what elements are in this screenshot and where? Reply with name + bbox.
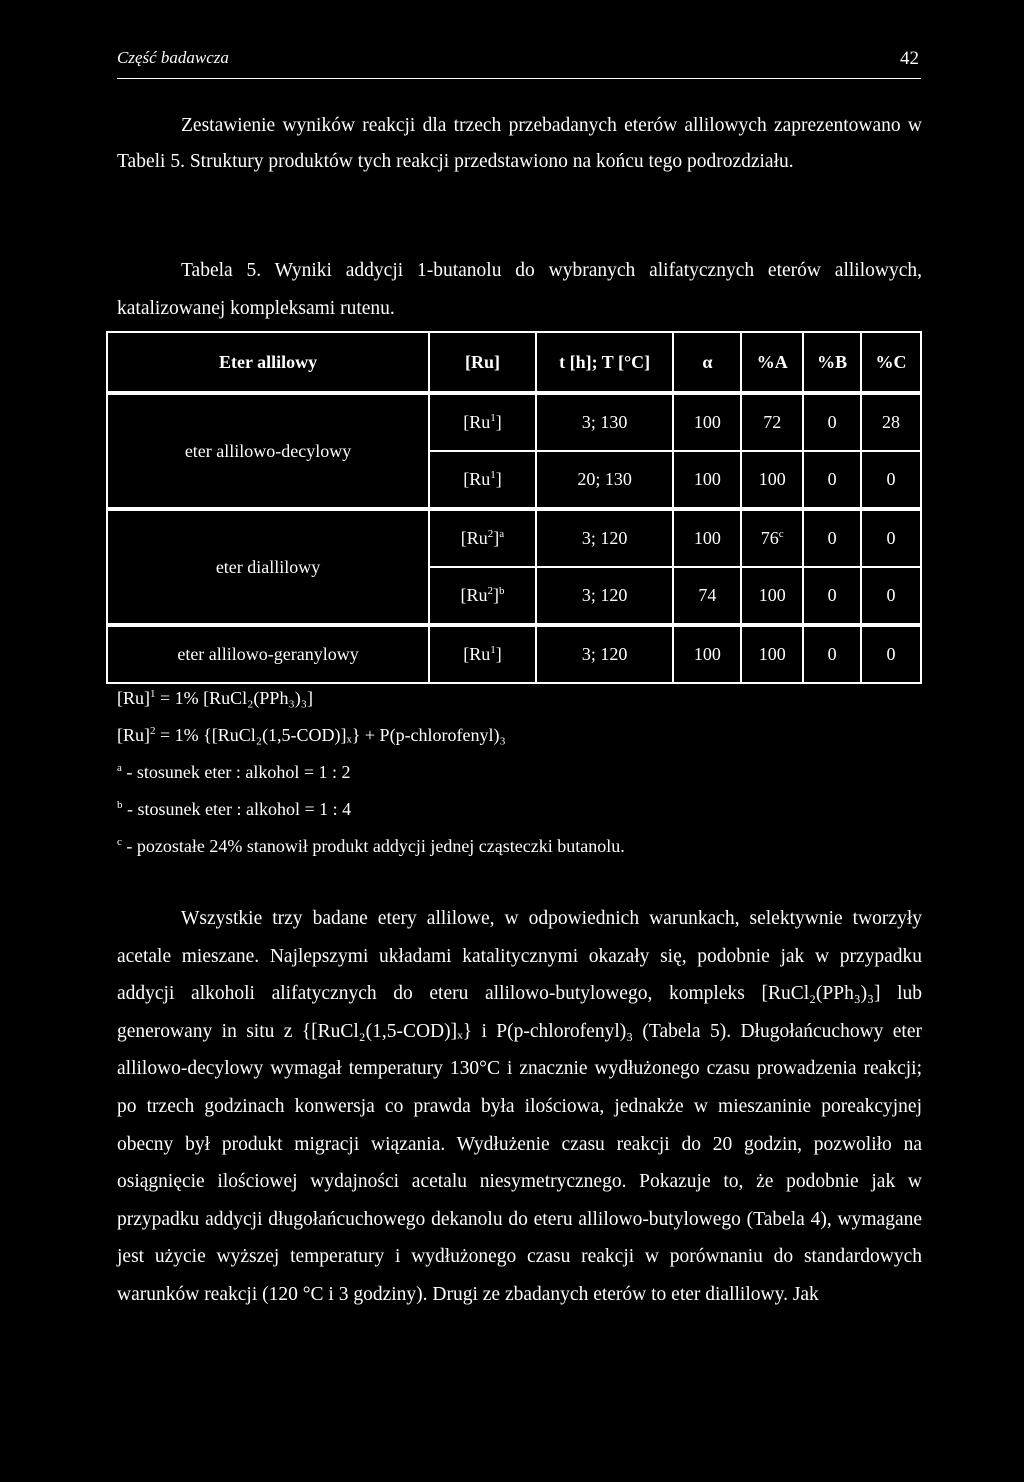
ether-name: eter diallilowy <box>107 509 429 625</box>
catalyst-cell: $[Ru^2]^b$ <box>429 567 536 625</box>
a-cell: 100 <box>741 625 803 683</box>
alpha-cell: 100 <box>673 393 741 451</box>
c-cell: 28 <box>861 393 921 451</box>
col-header-time-temp: t [h]; T [°C] <box>536 332 674 393</box>
catalyst-cell: [Ru$^1$] <box>429 451 536 509</box>
col-header-b: %B <box>803 332 861 393</box>
table-row <box>107 509 921 567</box>
body-paragraph: Wszystkie trzy badane etery allilowe, w odpowiednich warunkach, selektywnie tworzyły acetale mieszane. Najlepszymi układami katalitycznymi okazały się, podobnie jak w przypadku addycji alkoholi alifatycznych do eteru allilowo-butylowego, kompleks [RuCl₂(PPh₃)₃] lub generowany in situ z {[RuCl₂(1,5-COD)]ₓ} i P(p-chlorofenyl)₃ (Tabela 5). Długołańcuchowy eter allilowo-decylowy wymagał temperatury 130°C i znacznie wydłużonego czasu prowadzenia reakcji; po trzech godzinach konwersja co prawda była ilościowa, jednakże w mieszaninie poreakcyjnej obecny był produkt migracji wiązania. Wydłużenie czasu reakcji do 20 godzin, pozwoliło na osiągnięcie ilościowej wydajności acetalu niesymetrycznego. Pokazuje to, że podobnie jak w przypadku addycji długołańcuchowego dekanolu do eteru allilowo-butylowego (Tabela 4), wymagane jest użycie wyższej temperatury i wydłużonego czasu reakcji w porównaniu do standardowych warunków reakcji (120 °C i 3 godziny). Drugi ze zbadanych eterów to eter diallilowy. Jak <box>117 908 922 1305</box>
c-cell: 0 <box>861 567 921 625</box>
c-cell: 0 <box>861 625 921 683</box>
ether-name: eter allilowo-geranylowy <box>107 625 429 683</box>
catalyst-cell: $[Ru^2]^a$ <box>429 509 536 567</box>
alpha-cell: 100 <box>673 451 741 509</box>
page-number: 42 <box>900 48 919 69</box>
catalyst-cell: [Ru$^1$] <box>429 393 536 451</box>
intro-paragraph: Zestawienie wyników reakcji dla trzech przebadanych eterów allilowych zaprezentowano w Tabeli 5. Struktury produktów tych reakcji przedstawiono na końcu tego podrozdziału. <box>117 115 922 172</box>
alpha-cell: 100 <box>673 509 741 567</box>
footnote-c: $^c$ - pozostałe 24% stanowił produkt addycji jednej cząsteczki butanolu. <box>117 836 625 856</box>
time-temp-cell: 20; 130 <box>536 451 674 509</box>
b-cell: 0 <box>803 567 861 625</box>
footnote-a: $^a$ - stosunek eter : alkohol = 1 : 2 <box>117 762 351 782</box>
time-temp-cell: 3; 120 <box>536 625 674 683</box>
time-temp-cell: 3; 120 <box>536 567 674 625</box>
table-header-row <box>107 332 921 393</box>
results-table <box>106 331 922 684</box>
table-caption: Tabela 5. Wyniki addycji 1-butanolu do wybranych alifatycznych eterów allilowych, katalizowanej kompleksami rutenu. <box>117 260 922 319</box>
a-cell: 76$^c$ <box>741 509 803 567</box>
col-header-a: %A <box>741 332 803 393</box>
alpha-cell: 74 <box>673 567 741 625</box>
c-cell: 0 <box>861 451 921 509</box>
time-temp-cell: 3; 130 <box>536 393 674 451</box>
time-temp-cell: 3; 120 <box>536 509 674 567</box>
page-header <box>117 48 921 74</box>
header-rule <box>117 78 921 79</box>
footnote-ru1: $[Ru]^1 = 1\%$ [RuCl₂(PPh₃)₃] <box>117 688 313 708</box>
b-cell: 0 <box>803 509 861 567</box>
col-header-ru: [Ru] <box>429 332 536 393</box>
col-header-c: %C <box>861 332 921 393</box>
footnote-ru2: $[Ru]^2 = 1\%$ {[RuCl₂(1,5-COD)]ₓ} + P(p-chlorofenyl)₃ <box>117 725 506 745</box>
a-cell: 72 <box>741 393 803 451</box>
catalyst-cell: [Ru$^1$] <box>429 625 536 683</box>
b-cell: 0 <box>803 393 861 451</box>
a-cell: 100 <box>741 567 803 625</box>
a-cell: 100 <box>741 451 803 509</box>
col-header-ether: Eter allilowy <box>107 332 429 393</box>
ether-name: eter allilowo-decylowy <box>107 393 429 509</box>
table-row <box>107 393 921 451</box>
alpha-cell: 100 <box>673 625 741 683</box>
c-cell: 0 <box>861 509 921 567</box>
table-footnotes <box>117 680 922 865</box>
footnote-b: $^b$ - stosunek eter : alkohol = 1 : 4 <box>117 799 352 819</box>
b-cell: 0 <box>803 625 861 683</box>
b-cell: 0 <box>803 451 861 509</box>
section-title: Część badawcza <box>117 48 229 67</box>
table-row <box>107 625 921 683</box>
col-header-alpha: α <box>673 332 741 393</box>
